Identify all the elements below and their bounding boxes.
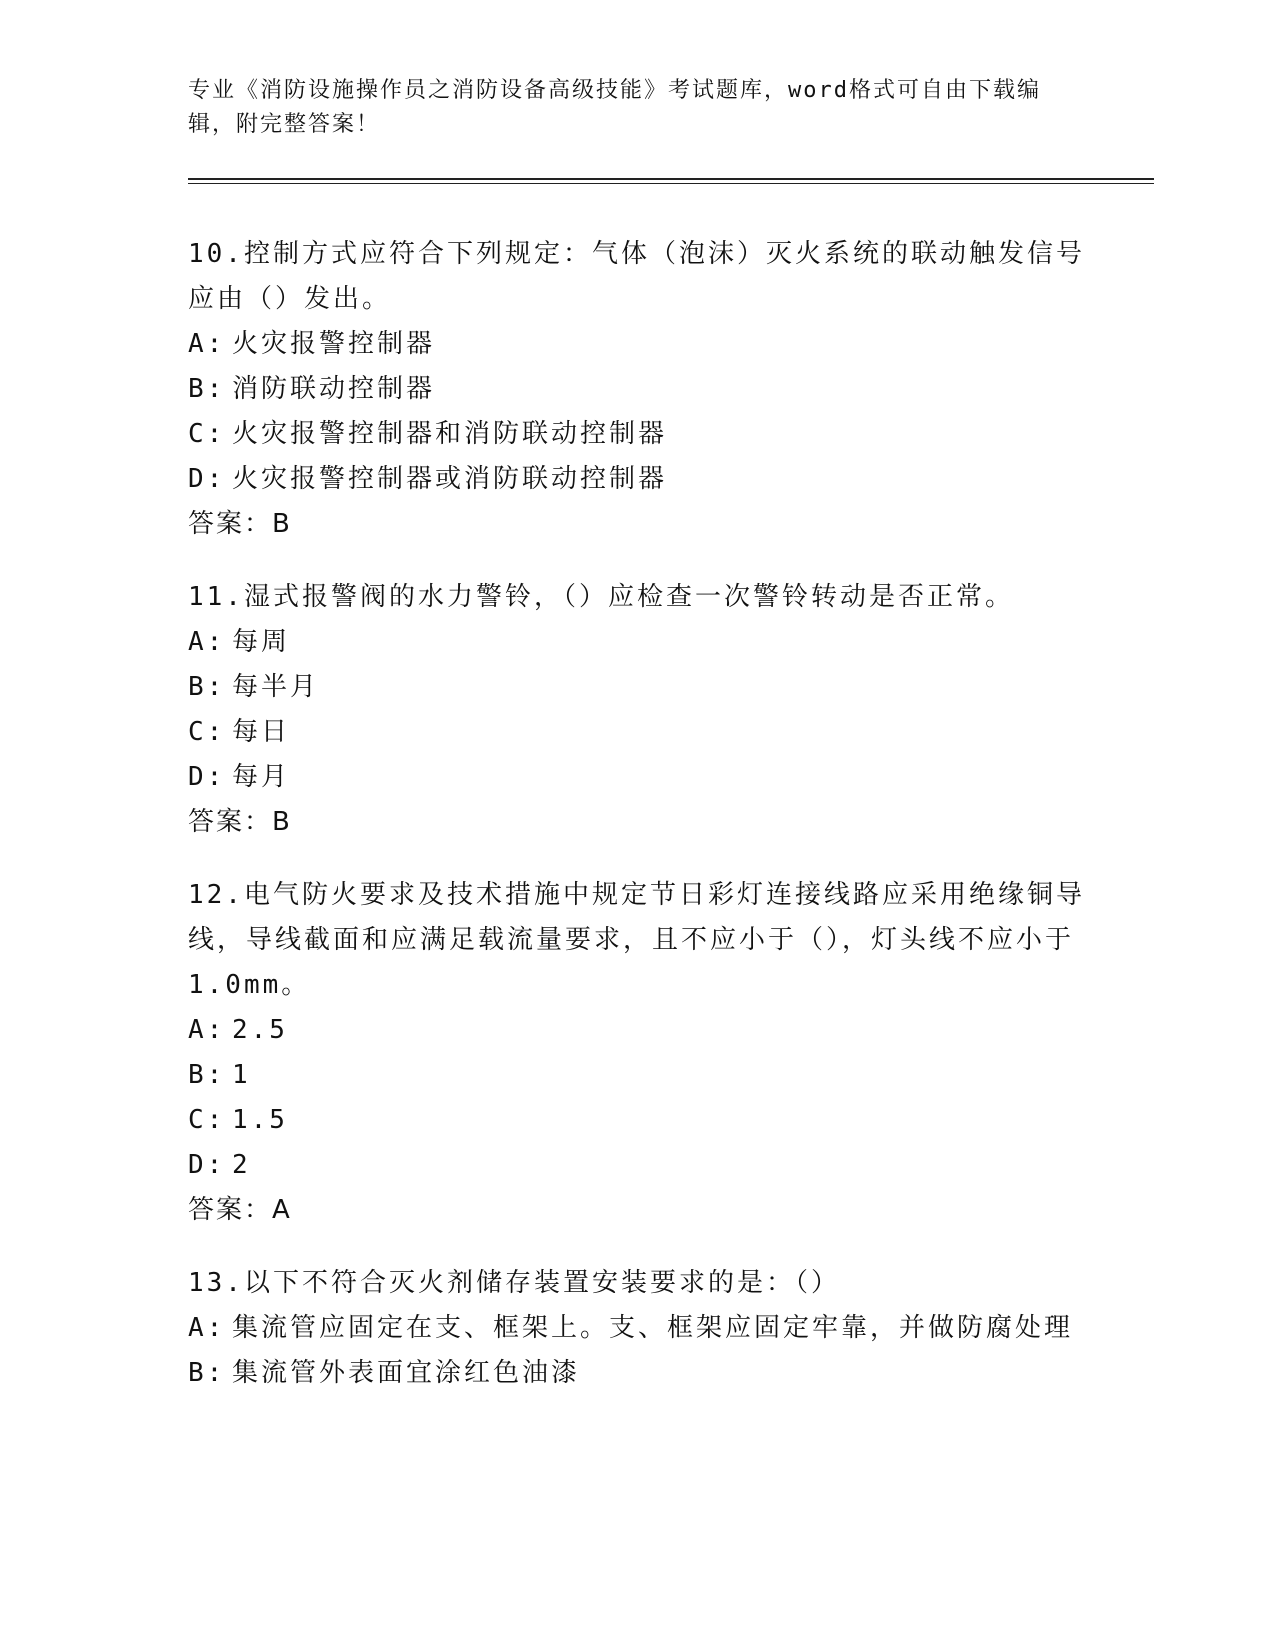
answer-line: 答案：B xyxy=(188,509,292,539)
option-text: 火灾报警控制器 xyxy=(232,329,436,359)
option-text: 消防联动控制器 xyxy=(232,374,436,404)
option-b xyxy=(188,1053,1088,1098)
question-10 xyxy=(188,232,1088,547)
option-letter: B: xyxy=(188,1060,226,1090)
option-letter: C: xyxy=(188,717,226,747)
document-header: 专业《消防设施操作员之消防设备高级技能》考试题库，word格式可自由下载编辑，附完整答案！ xyxy=(188,78,1041,137)
option-letter: D: xyxy=(188,464,226,494)
option-text: 每月 xyxy=(232,762,291,792)
option-a xyxy=(188,1306,1088,1351)
question-list xyxy=(188,232,1088,1424)
question-text: 12.电气防火要求及技术措施中规定节日彩灯连接线路应采用绝缘铜导线，导线截面和应满足载流量要求，且不应小于（），灯头线不应小于1.0mm。 xyxy=(188,880,1085,1000)
option-letter: B: xyxy=(188,374,226,404)
option-letter: A: xyxy=(188,329,226,359)
option-a xyxy=(188,1008,1088,1053)
option-b xyxy=(188,665,1088,710)
question-11 xyxy=(188,575,1088,845)
option-letter: A: xyxy=(188,1015,226,1045)
option-text: 每周 xyxy=(232,627,291,657)
option-letter: A: xyxy=(188,1313,226,1343)
option-letter: C: xyxy=(188,1105,226,1135)
option-a xyxy=(188,620,1088,665)
question-text: 13.以下不符合灭火剂储存装置安装要求的是：（） xyxy=(188,1268,840,1298)
question-12 xyxy=(188,873,1088,1233)
option-a xyxy=(188,322,1088,367)
option-text: 火灾报警控制器和消防联动控制器 xyxy=(232,419,668,449)
option-c xyxy=(188,1098,1088,1143)
option-letter: C: xyxy=(188,419,226,449)
option-text: 每日 xyxy=(232,717,291,747)
option-text: 火灾报警控制器或消防联动控制器 xyxy=(232,464,668,494)
option-text: 2 xyxy=(232,1150,251,1180)
answer-line: 答案：B xyxy=(188,807,292,837)
question-13 xyxy=(188,1261,1088,1396)
option-letter: D: xyxy=(188,1150,226,1180)
option-c xyxy=(188,710,1088,755)
option-d xyxy=(188,755,1088,800)
question-text: 10.控制方式应符合下列规定：气体（泡沫）灭火系统的联动触发信号应由（）发出。 xyxy=(188,239,1085,314)
option-text: 集流管应固定在支、框架上。支、框架应固定牢靠，并做防腐处理 xyxy=(232,1313,1074,1343)
option-letter: D: xyxy=(188,762,226,792)
option-letter: B: xyxy=(188,672,226,702)
option-letter: B: xyxy=(188,1358,226,1388)
option-d xyxy=(188,1143,1088,1188)
question-text: 11.湿式报警阀的水力警铃，（）应检查一次警铃转动是否正常。 xyxy=(188,582,1014,612)
option-b xyxy=(188,1351,1088,1396)
header-divider xyxy=(188,178,1154,184)
option-text: 每半月 xyxy=(232,672,320,702)
option-text: 2.5 xyxy=(232,1015,288,1045)
option-b xyxy=(188,367,1088,412)
option-d xyxy=(188,457,1088,502)
option-c xyxy=(188,412,1088,457)
answer-line: 答案：A xyxy=(188,1195,292,1225)
option-text: 集流管外表面宜涂红色油漆 xyxy=(232,1358,581,1388)
option-text: 1 xyxy=(232,1060,251,1090)
option-text: 1.5 xyxy=(232,1105,288,1135)
option-letter: A: xyxy=(188,627,226,657)
